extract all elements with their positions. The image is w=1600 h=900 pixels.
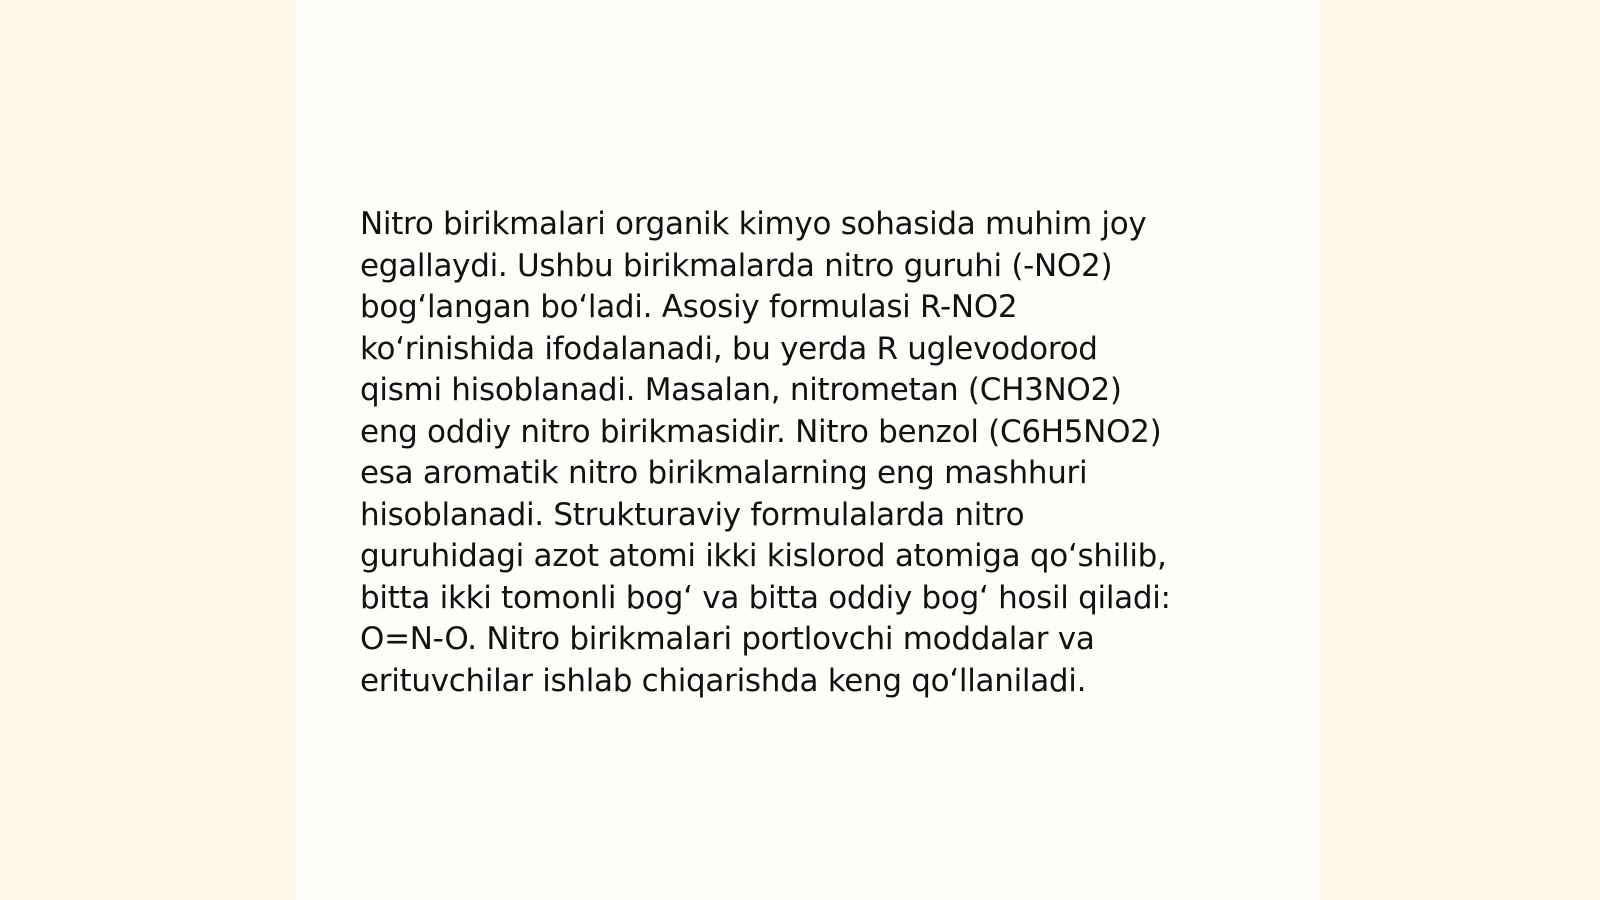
paragraph-line: egallaydi. Ushbu birikmalarda nitro guruhi (-NO2) [360,247,1113,284]
paragraph-line: ko‘rinishida ifodalanadi, bu yerda R uglevodorod [360,330,1098,367]
paragraph-line: O=N-O. Nitro birikmalari portlovchi moddalar va [360,621,1095,657]
paragraph-line: erituvchilar ishlab chiqarishda keng qo‘llaniladi. [360,662,1087,699]
paragraph-line: guruhidagi azot atomi ikki kislorod atomiga qo‘shilib, [360,538,1167,574]
left-margin-panel [0,0,296,900]
paragraph-line: bog‘langan bo‘ladi. Asosiy formulasi R-NO2 [360,289,1018,325]
paragraph-line: bitta ikki tomonli bog‘ va bitta oddiy bog‘ hosil qiladi: [360,579,1171,616]
paragraph-line: qismi hisoblanadi. Masalan, nitrometan (CH3NO2) [360,372,1122,408]
paragraph-line: hisoblanadi. Strukturaviy formulalarda nitro [360,496,1025,533]
paragraph-line: eng oddiy nitro birikmasidir. Nitro benzol (C6H5NO2) [360,413,1162,450]
paragraph-line: esa aromatik nitro birikmalarning eng mashhuri [360,455,1088,491]
slide-canvas [296,0,1320,900]
slide-body-paragraph [360,204,1240,702]
right-margin-panel [1320,0,1600,900]
paragraph-line: Nitro birikmalari organik kimyo sohasida muhim joy [360,206,1147,242]
